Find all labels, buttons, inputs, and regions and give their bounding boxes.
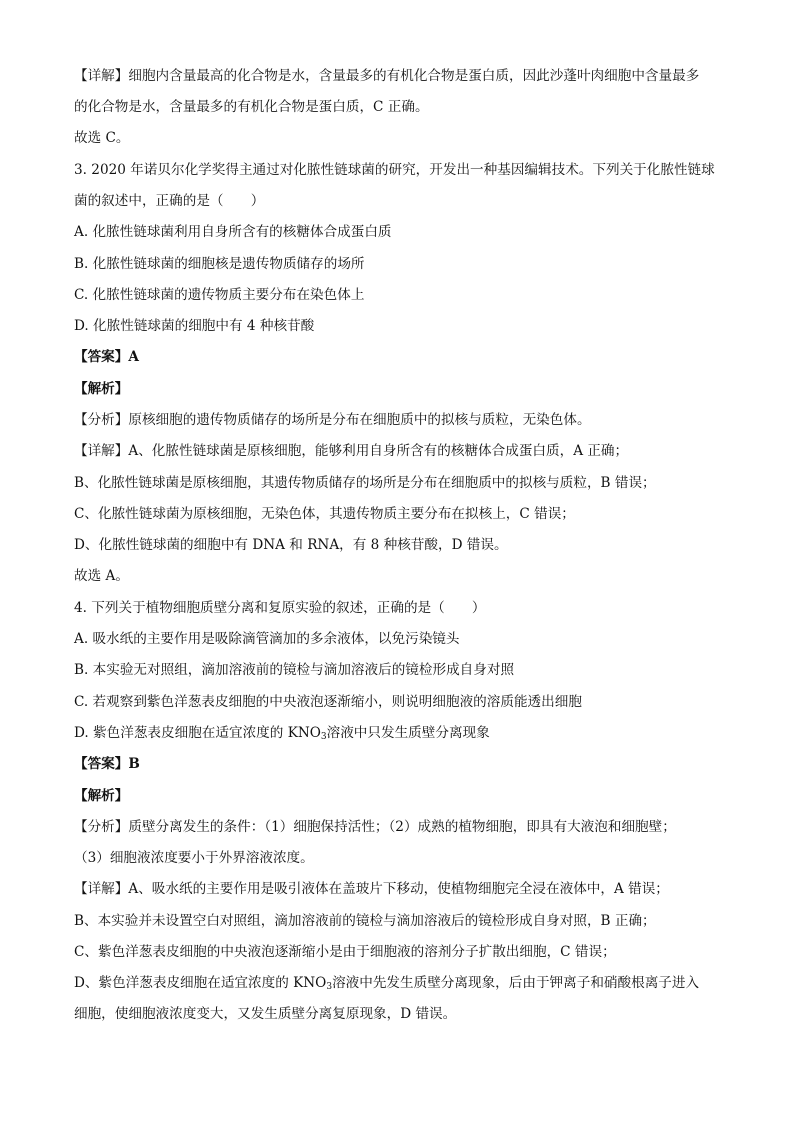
- option-d: [74, 724, 734, 742]
- question-4-stem: 4. 下列关于植物细胞质壁分离和复原实验的叙述，正确的是（ ）: [74, 600, 486, 616]
- text-line: 【分析】质壁分离发生的条件：（1）细胞保持活性；（2）成熟的植物细胞，即具有大液泡和细胞壁；: [74, 819, 676, 835]
- text-line: B、化脓性链球菌是原核细胞，其遗传物质储存的场所是分布在细胞质中的拟核与质粒，B 错误；: [74, 475, 656, 491]
- answer-label: 【答案】B: [74, 756, 140, 772]
- answer-label: 【答案】A: [74, 349, 139, 365]
- text-line: D、化脓性链球菌的细胞中有 DNA 和 RNA，有 8 种核苷酸，D 错误。: [74, 537, 508, 553]
- text-line: 【详解】细胞内含量最高的化合物是水，含量最多的有机化合物是蛋白质，因此沙蓬叶肉细胞中含量最多: [74, 68, 700, 84]
- subscript: 3: [326, 982, 333, 992]
- analysis-label: 【解析】: [74, 381, 129, 397]
- text-line: 故选 C。: [74, 130, 130, 146]
- text-line: [74, 974, 734, 992]
- text-segment: D、紫色洋葱表皮细胞在适宜浓度的 KNO: [74, 975, 327, 991]
- text-line: 细胞，使细胞液浓度变大，又发生质壁分离复原现象，D 错误。: [74, 1006, 457, 1022]
- option-c: C. 若观察到紫色洋葱表皮细胞的中央液泡逐渐缩小，则说明细胞液的溶质能透出细胞: [74, 694, 582, 710]
- option-a: A. 化脓性链球菌利用自身所含有的核糖体合成蛋白质: [74, 224, 392, 240]
- subscript: 3: [320, 732, 327, 742]
- option-b: B. 本实验无对照组，滴加溶液前的镜检与滴加溶液后的镜检形成自身对照: [74, 662, 515, 678]
- text-line: C、化脓性链球菌为原核细胞，无染色体，其遗传物质主要分布在拟核上，C 错误；: [74, 506, 575, 522]
- option-c: C. 化脓性链球菌的遗传物质主要分布在染色体上: [74, 287, 365, 303]
- text-line: 【详解】A、吸水纸的主要作用是吸引液体在盖玻片下移动，使植物细胞完全浸在液体中，A 错误；: [74, 881, 669, 897]
- text-line: 【分析】原核细胞的遗传物质储存的场所是分布在细胞质中的拟核与质粒，无染色体。: [74, 412, 591, 428]
- text-line: 故选 A。: [74, 568, 129, 584]
- option-a: A. 吸水纸的主要作用是吸除滴管滴加的多余液体，以免污染镜头: [74, 631, 460, 647]
- text-line: 的化合物是水，含量最多的有机化合物是蛋白质，C 正确。: [74, 99, 429, 115]
- text-segment: 溶液中先发生质壁分离现象，后由于钾离子和硝酸根离子进入: [332, 975, 700, 991]
- text-segment: D. 紫色洋葱表皮细胞在适宜浓度的 KNO: [74, 725, 321, 741]
- text-line: C、紫色洋葱表皮细胞的中央液泡逐渐缩小是由于细胞液的溶剂分子扩散出细胞，C 错误；: [74, 944, 616, 960]
- option-b: B. 化脓性链球菌的细胞核是遗传物质储存的场所: [74, 256, 365, 272]
- text-segment: 溶液中只发生质壁分离现象: [326, 725, 490, 741]
- option-d: D. 化脓性链球菌的细胞中有 4 种核苷酸: [74, 318, 315, 334]
- text-line: B、本实验并未设置空白对照组，滴加溶液前的镜检与滴加溶液后的镜检形成自身对照，B 正确；: [74, 913, 656, 929]
- question-3-stem: 3. 2020 年诺贝尔化学奖得主通过对化脓性链球菌的研究，开发出一种基因编辑技术。下列关于化脓性链球: [74, 162, 715, 178]
- question-3-stem-cont: 菌的叙述中，正确的是（ ）: [74, 193, 265, 209]
- text-line: 【详解】A、化脓性链球菌是原核细胞，能够利用自身所含有的核糖体合成蛋白质，A 正确；: [74, 443, 629, 459]
- analysis-label: 【解析】: [74, 788, 129, 804]
- text-line: （3）细胞液浓度要小于外界溶液浓度。: [74, 850, 314, 866]
